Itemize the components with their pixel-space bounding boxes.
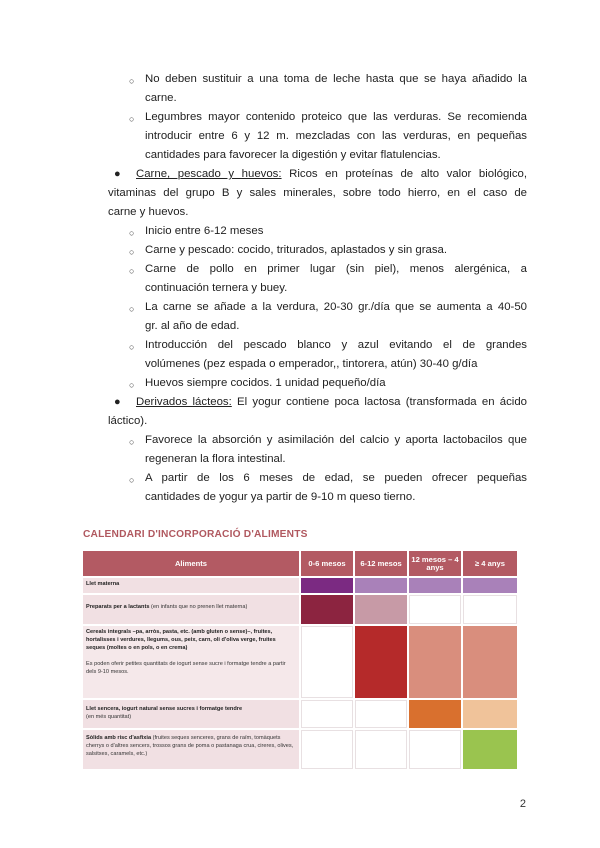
row-note: (en infants que no prenen llet materna) [151, 604, 248, 610]
paragraph [145, 241, 527, 260]
page-number: 2 [519, 798, 526, 810]
paragraph [145, 260, 527, 298]
text-line: carne y huevos. [108, 206, 189, 218]
text-line: Introducción del pescado blanco y azul evitando el de grandes [145, 339, 527, 351]
paragraph [145, 108, 527, 165]
paragraph [108, 184, 527, 222]
paragraph [145, 374, 527, 393]
paragraph [145, 298, 527, 336]
text-span: Ricos en proteínas de alto valor biológico, [289, 168, 528, 180]
text-line [136, 393, 527, 412]
text-line: Carne de pollo en primer lugar (sin piel), menos alergénica, a [145, 263, 527, 275]
paragraph [145, 336, 527, 374]
cell-empty [463, 595, 517, 624]
cell-empty [409, 595, 461, 624]
section-heading: Derivados lácteos: [136, 396, 232, 408]
cell-filled [355, 595, 407, 624]
sub-bullet-icon: ○ [129, 266, 135, 276]
row-label-text: Sòlids amb risc d'asfixia [86, 735, 152, 741]
row-note: (fruites seques senceres, grans de raïm, tomàquets cherrys o d'altres sencers, trossos grans de poma o pastanaga crua, cireres, olives, salsitxes, caramels, etc.) [86, 735, 294, 757]
bullet-icon: ● [114, 168, 121, 180]
text-line: Huevos siempre cocidos. 1 unidad pequeño/día [145, 377, 386, 389]
sub-bullet-icon: ○ [129, 228, 135, 238]
sub-bullet-icon: ○ [129, 76, 135, 86]
row-label [83, 730, 299, 769]
text-line: cantidades para favorecer la digestión y evitar flatulencias. [145, 149, 441, 161]
row-label-text: Preparats per a lactants [86, 604, 150, 610]
cell-filled [301, 578, 353, 593]
cell-filled [355, 626, 407, 698]
text-line: láctico). [108, 415, 148, 427]
text-line: cantidades de yogur ya partir de 9-10 m queso tierno. [145, 491, 416, 503]
text-line: Carne y pescado: cocido, triturados, aplastados y sin grasa. [145, 244, 448, 256]
paragraph [108, 412, 527, 431]
row-label [83, 595, 299, 624]
paragraph [145, 431, 527, 469]
cell-empty [409, 730, 461, 769]
cell-filled [463, 700, 517, 728]
text-line: Legumbres mayor contenido proteico que las verduras. Se recomienda [145, 111, 527, 123]
calendar-title: CALENDARI D'INCORPORACIÓ D'ALIMENTS [83, 529, 308, 540]
text-line: carne. [145, 92, 177, 104]
text-line: La carne se añade a la verdura, 20-30 gr./día que se aumenta a 40-50 [145, 301, 527, 313]
header-6-12: 6-12 mesos [355, 551, 407, 576]
row-label-text: Llet sencera, iogurt natural sense sucres i formatge tendre [86, 706, 243, 712]
text-line: continuación ternera y buey. [145, 282, 288, 294]
text-line: volúmenes (pez espada o emperador,, tintorera, atún) 30-40 g/día [145, 358, 478, 370]
cell-filled [409, 578, 461, 593]
row-label [83, 626, 299, 698]
sub-bullet-icon: ○ [129, 437, 135, 447]
text-line: vitaminas del grupo B y sales minerales, sobre todo hierro, en el caso de [108, 187, 527, 199]
cell-filled [355, 578, 407, 593]
header-aliments: Aliments [83, 551, 299, 576]
row-note: (en més quantitat) [86, 714, 132, 720]
calendar-table [83, 551, 517, 769]
sub-bullet-icon: ○ [129, 114, 135, 124]
cell-filled [409, 700, 461, 728]
cell-filled [409, 626, 461, 698]
cell-filled [301, 595, 353, 624]
text-line: No deben sustituir a una toma de leche hasta que se haya añadido la [145, 73, 527, 85]
row-note: Es poden oferir petites quantitats de iogurt sense sucre i formatge tendre a partir dels 9-10 mesos. [86, 661, 286, 675]
row-label-bold: Cereals integrals –pa, arròs, pasta, etc. (amb gluten o sense)–, fruites, hortalisses i verdures, llegums, ous, peix, carn, oli d'oliva verge, fruites seques (moltes o en pols, o en crema) [86, 629, 276, 651]
paragraph [136, 393, 527, 412]
text-line: Favorece la absorción y asimilación del calcio y aporta lactobacilos que [145, 434, 527, 446]
header-0-6: 0-6 mesos [301, 551, 353, 576]
cell-empty [301, 730, 353, 769]
paragraph [145, 469, 527, 507]
paragraph [145, 222, 527, 241]
paragraph [145, 70, 527, 108]
cell-empty [301, 700, 353, 728]
sub-bullet-icon: ○ [129, 247, 135, 257]
text-line [136, 165, 527, 184]
row-label [83, 700, 299, 728]
section-heading: Carne, pescado y huevos: [136, 168, 282, 180]
cell-empty [301, 626, 353, 698]
bullet-icon: ● [114, 396, 121, 408]
sub-bullet-icon: ○ [129, 380, 135, 390]
paragraph [136, 165, 527, 184]
text-line: introducir entre 6 y 12 m. mezcladas con las verduras, en pequeñas [145, 130, 527, 142]
sub-bullet-icon: ○ [129, 342, 135, 352]
text-line: Inicio entre 6-12 meses [145, 225, 264, 237]
sub-bullet-icon: ○ [129, 475, 135, 485]
header-12-4: 12 mesos – 4 anys [409, 551, 461, 576]
cell-empty [355, 700, 407, 728]
row-label-text: Llet materna [86, 581, 120, 587]
row-label [83, 578, 299, 593]
cell-filled [463, 626, 517, 698]
text-line: A partir de los 6 meses de edad, se pueden ofrecer pequeñas [145, 472, 527, 484]
cell-filled [463, 578, 517, 593]
text-span: El yogur contiene poca lactosa (transformada en ácido [237, 396, 527, 408]
row-label-text [86, 629, 276, 651]
text-line: gr. al año de edad. [145, 320, 240, 332]
cell-empty [355, 730, 407, 769]
cell-filled [463, 730, 517, 769]
text-line: regeneran la flora intestinal. [145, 453, 286, 465]
header-4-anys: ≥ 4 anys [463, 551, 517, 576]
sub-bullet-icon: ○ [129, 304, 135, 314]
